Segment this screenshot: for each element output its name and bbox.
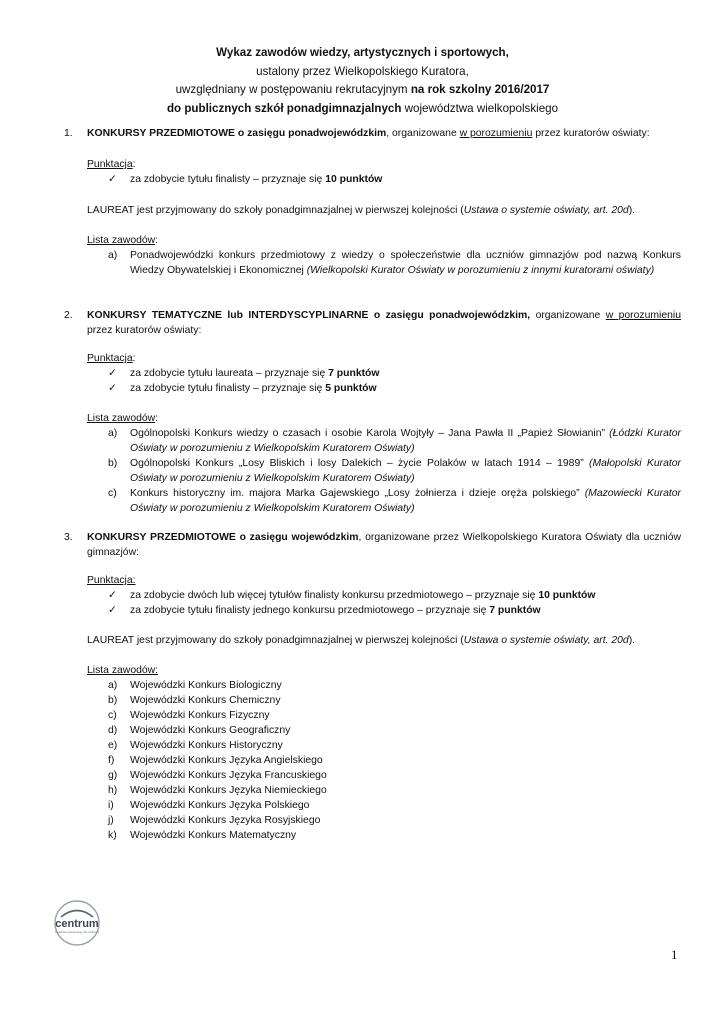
- list-label: a): [108, 428, 118, 439]
- list-item: Wojewódzki Konkurs Języka Polskiego: [130, 800, 310, 811]
- list-label: d): [108, 725, 118, 736]
- lista-heading: Lista zawodów:: [87, 235, 159, 246]
- list-label: b): [108, 695, 118, 706]
- title-line-1: Wykaz zawodów wiedzy, artystycznych i sportowych,: [216, 46, 509, 59]
- list-item: Wojewódzki Konkurs Chemiczny: [130, 695, 281, 706]
- points-item: za zdobycie tytułu finalisty – przyznaje się 10 punktów: [130, 174, 383, 185]
- points-item: za zdobycie tytułu finalisty jednego konkursu przedmiotowego – przyznaje się 7 punktów: [130, 605, 541, 616]
- section-number: 2.: [64, 310, 73, 321]
- section-number: 3.: [64, 532, 73, 543]
- list-label: h): [108, 785, 118, 796]
- section-heading: KONKURSY TEMATYCZNE lub INTERDYSCYPLINARNE o zasięgu ponadwojewódzkim, organizowane w porozumieniu przez kuratorów oświaty:: [87, 310, 681, 336]
- check-icon: ✓: [108, 605, 117, 616]
- list-label: e): [108, 740, 118, 751]
- section-heading: KONKURSY PRZEDMIOTOWE o zasięgu wojewódzkim, organizowane przez Wielkopolskiego Kuratora Oświaty dla uczniów gimnazjów:: [87, 532, 681, 558]
- laureat-note: LAUREAT jest przyjmowany do szkoły ponadgimnazjalnej w pierwszej kolejności (Ustawa o systemie oświaty, art. 20d).: [87, 205, 636, 216]
- list-item: Wojewódzki Konkurs Fizyczny: [130, 710, 270, 721]
- points-item: za zdobycie dwóch lub więcej tytułów finalisty konkursu przedmiotowego – przyznaje się 10 punktów: [130, 590, 596, 601]
- list-item: Ponadwojewódzki konkurs przedmiotowy z wiedzy o społeczeństwie dla uczniów gimnazjów pod nazwą Konkurs Wiedzy Obywatelskiej i Ekonomicznej (Wielkopolski Kurator Oświaty w porozumieniu z innymi kuratorami oświaty): [130, 250, 681, 276]
- list-item: Wojewódzki Konkurs Języka Francuskiego: [130, 770, 327, 781]
- points-item: za zdobycie tytułu finalisty – przyznaje się 5 punktów: [130, 383, 377, 394]
- check-icon: ✓: [108, 383, 117, 394]
- list-label: a): [108, 250, 118, 261]
- title-line-2: ustalony przez Wielkopolskiego Kuratora,: [256, 64, 469, 78]
- list-label: k): [108, 830, 117, 841]
- section-heading: KONKURSY PRZEDMIOTOWE o zasięgu ponadwojewódzkim, organizowane w porozumieniu przez kuratorów oświaty:: [87, 128, 650, 139]
- title-line-3: uwzględniany w postępowaniu rekrutacyjnym na rok szkolny 2016/2017: [175, 83, 550, 96]
- list-label: a): [108, 680, 118, 691]
- list-label: f): [108, 755, 115, 766]
- list-item: Ogólnopolski Konkurs wiedzy o czasach i osobie Karola Wojtyły – Jana Pawła II „Papież Słowianin” (Łódzki Kurator Oświaty w porozumieniu z Wielkopolskim Kuratorem Oświaty): [130, 428, 681, 454]
- lista-heading: Lista zawodów:: [87, 665, 159, 676]
- list-label: c): [108, 488, 117, 499]
- punktacja-heading: Punktacja:: [87, 575, 136, 586]
- list-item: Konkurs historyczny im. majora Marka Gajewskiego „Losy żołnierza i dzieje oręża polskiego” (Mazowiecki Kurator Oświaty w porozumieniu z Wielkopolskim Kuratorem Oświaty): [130, 488, 682, 514]
- list-item: Wojewódzki Konkurs Matematyczny: [130, 830, 297, 841]
- list-label: g): [108, 770, 118, 781]
- list-label: i): [108, 800, 114, 811]
- page-number: 1: [671, 947, 678, 962]
- points-item: za zdobycie tytułu laureata – przyznaje się 7 punktów: [130, 368, 380, 379]
- punktacja-heading: Punktacja:: [87, 159, 136, 170]
- check-icon: ✓: [108, 368, 117, 379]
- check-icon: ✓: [108, 590, 117, 601]
- list-label: c): [108, 710, 117, 721]
- lista-heading: Lista zawodów:: [87, 413, 159, 424]
- list-item: Wojewódzki Konkurs Geograficzny: [130, 725, 291, 736]
- logo-name: centrum: [55, 918, 99, 930]
- document-title: [0, 44, 725, 118]
- list-item: Ogólnopolski Konkurs „Losy Bliskich i losy Dalekich – życie Polaków w latach 1914 – 1989” (Małopolski Kurator Oświaty w porozumieniu z Wielkopolskim Kuratorem Oświaty): [130, 458, 681, 484]
- list-label: j): [108, 815, 114, 826]
- list-item: Wojewódzki Konkurs Historyczny: [130, 740, 283, 751]
- title-line-4: do publicznych szkół ponadgimnazjalnych województwa wielkopolskiego: [166, 101, 559, 115]
- logo-tagline: doradztwa zawodowego dla młodzieży: [54, 931, 100, 934]
- list-item: Wojewódzki Konkurs Języka Angielskiego: [130, 755, 323, 766]
- section-number: 1.: [64, 128, 73, 139]
- centrum-logo: [52, 898, 102, 948]
- list-item: Wojewódzki Konkurs Języka Niemieckiego: [130, 785, 327, 796]
- check-icon: ✓: [108, 174, 117, 185]
- list-item: Wojewódzki Konkurs Języka Rosyjskiego: [130, 815, 321, 826]
- logo-graphic: [52, 898, 102, 948]
- punktacja-heading: Punktacja:: [87, 353, 136, 364]
- laureat-note: LAUREAT jest przyjmowany do szkoły ponadgimnazjalnej w pierwszej kolejności (Ustawa o systemie oświaty, art. 20d).: [87, 635, 636, 646]
- list-label: b): [108, 458, 118, 469]
- list-item: Wojewódzki Konkurs Biologiczny: [130, 680, 282, 691]
